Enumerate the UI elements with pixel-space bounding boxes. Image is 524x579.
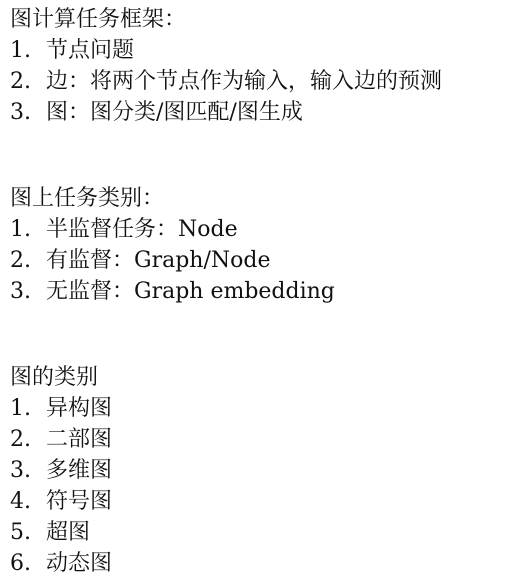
section-graph-types	[10, 362, 520, 579]
list-number: 3.	[10, 100, 31, 125]
list-number: 1.	[10, 217, 31, 242]
list-number: 1.	[10, 396, 31, 421]
section-spacer	[10, 307, 520, 362]
list-number: 2.	[10, 427, 31, 452]
section-spacer	[10, 128, 520, 183]
list-item	[10, 35, 520, 66]
list-number: 3.	[10, 279, 31, 304]
section-heading: 图的类别	[10, 365, 99, 390]
list-item	[10, 214, 520, 245]
list-text: 异构图	[46, 396, 113, 421]
list-text: 半监督任务：Node	[46, 217, 238, 242]
section-heading: 图计算任务框架：	[10, 7, 187, 32]
list-item	[10, 486, 520, 517]
list-item	[10, 548, 520, 579]
list-item	[10, 276, 520, 307]
list-number: 2.	[10, 248, 31, 273]
list-number: 1.	[10, 38, 31, 63]
list-item	[10, 517, 520, 548]
list-item	[10, 455, 520, 486]
list-item	[10, 245, 520, 276]
section-heading: 图上任务类别：	[10, 186, 165, 211]
document-page	[10, 4, 520, 579]
section-graph-task-framework	[10, 4, 520, 128]
list-text: 多维图	[46, 458, 113, 483]
list-item	[10, 393, 520, 424]
list-number: 2.	[10, 69, 31, 94]
list-text: 二部图	[46, 427, 113, 452]
list-number: 6.	[10, 551, 31, 576]
list-text: 边：将两个节点作为输入，输入边的预测	[46, 69, 443, 94]
list-item	[10, 424, 520, 455]
list-text: 图：图分类/图匹配/图生成	[46, 100, 303, 125]
list-item	[10, 97, 520, 128]
list-text: 无监督：Graph embedding	[46, 279, 335, 304]
list-text: 超图	[46, 520, 91, 545]
list-text: 符号图	[46, 489, 113, 514]
list-item	[10, 66, 520, 97]
list-text: 节点问题	[46, 38, 135, 63]
list-text: 动态图	[46, 551, 113, 576]
list-text: 有监督：Graph/Node	[46, 248, 271, 273]
list-number: 3.	[10, 458, 31, 483]
list-number: 4.	[10, 489, 31, 514]
section-graph-task-types	[10, 183, 520, 307]
list-number: 5.	[10, 520, 31, 545]
